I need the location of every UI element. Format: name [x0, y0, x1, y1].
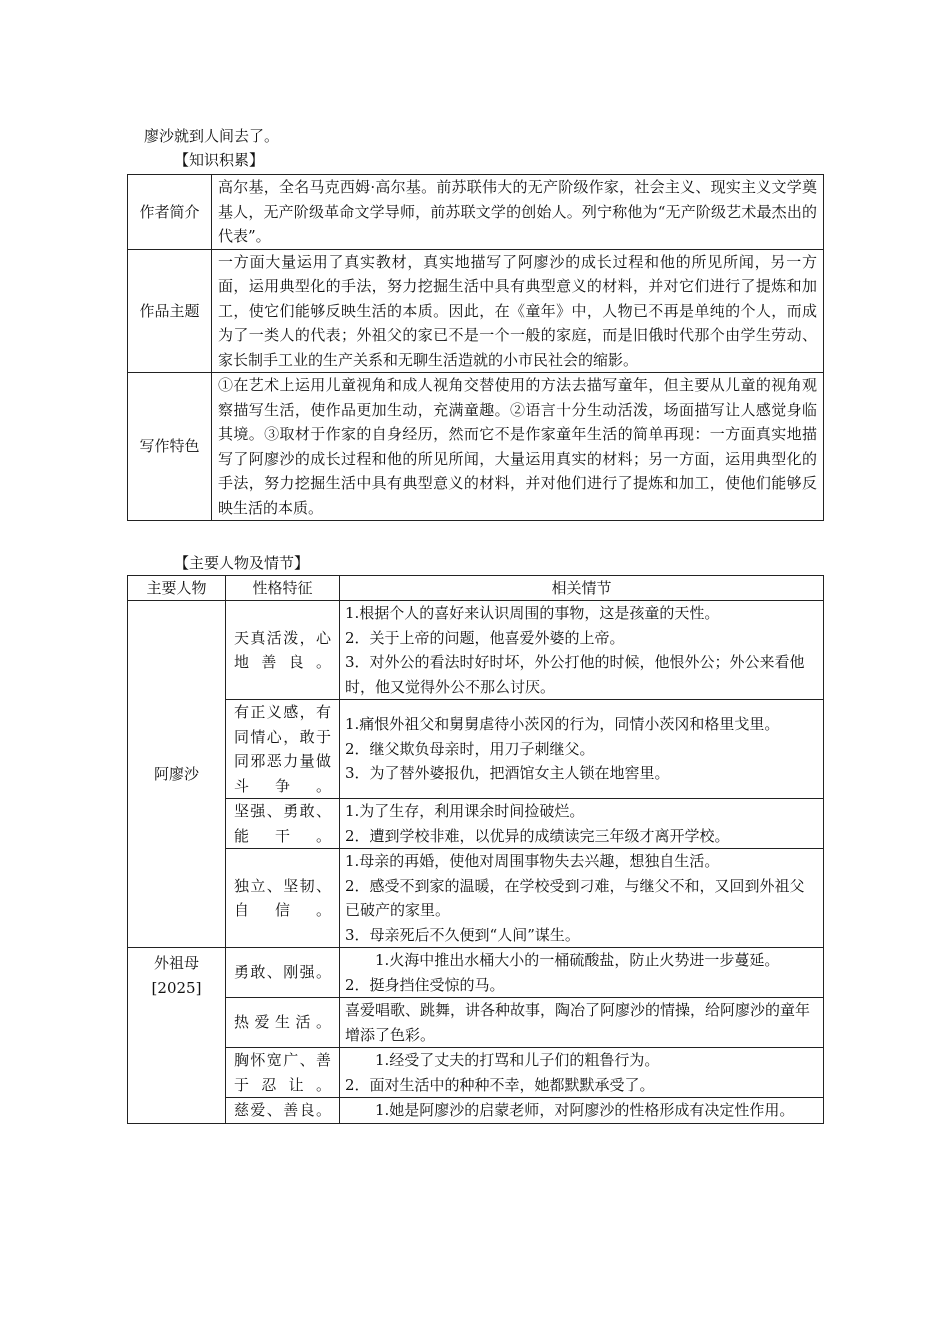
plot-line: 1.根据个人的喜好来认识周围的事物，这是孩童的天性。 [345, 604, 720, 622]
plot-line: 1.痛恨外祖父和舅舅虐待小茨冈的行为，同情小茨冈和格里戈里。 [345, 715, 780, 734]
plot-cell [340, 700, 824, 799]
table-row [128, 799, 824, 849]
character-note: [2025] [151, 978, 202, 997]
plot-line: 3．为了替外婆报仇，把酒馆女主人锁在地窖里。 [345, 764, 670, 783]
knowledge-heading: 【知识积累】 [174, 151, 265, 169]
plot-cell [340, 1098, 824, 1124]
plot-line: 2．面对生活中的种种不幸，她都默默承受了。 [345, 1075, 655, 1094]
plot-line: 2．遭到学校非难，以优异的成绩读完三年级才离开学校。 [345, 826, 730, 845]
header-plot: 相关情节 [340, 576, 824, 601]
header-trait: 性格特征 [226, 576, 340, 601]
plot-cell [340, 601, 824, 700]
character-name-alyosha [128, 601, 226, 948]
characters-heading: 【主要人物及情节】 [174, 554, 310, 572]
plot-line: 2．关于上帝的问题，他喜爱外婆的上帝。 [345, 628, 625, 647]
plot-line: 喜爱唱歌、跳舞，讲各种故事，陶冶了阿廖沙的情操，给阿廖沙的童年增添了色彩。 [345, 1001, 811, 1044]
knowledge-table [127, 174, 824, 521]
plot-line: 3．对外公的看法时好时坏，外公打他的时候，他恨外公；外公来看他时，他又觉得外公不那么讨厌。 [345, 653, 805, 696]
table-row [128, 849, 824, 948]
author-intro-content: 高尔基，全名马克西姆·高尔基。前苏联伟大的无产阶级作家，社会主义、现实主义文学奠基人，无产阶级革命文学导师，前苏联文学的创始人。列宁称他为“无产阶级艺术最杰出的代表”。 [212, 175, 824, 250]
table-header-row [128, 576, 824, 601]
theme-content: 一方面大量运用了真实教材，真实地描写了阿廖沙的成长过程和他的所见所闻，另一方面，运用典型化的手法，努力挖掘生活中具有典型意义的材料，并对它们进行了提炼和加工，使它们能够反映生活的本质。因此，在《童年》中，人物已不再是单纯的个人，而成为了一类人的代表；外祖父的家已不是一个一般的家庭，而是旧俄时代那个由学生劳动、家长制手工业的生产关系和无聊生活造就的小市民社会的缩影。 [212, 249, 824, 373]
plot-cell [340, 849, 824, 948]
characters-table [127, 575, 824, 1124]
trait-cell: 坚强、勇敢、能干。 [226, 799, 340, 849]
character-name-text: 阿廖沙 [153, 764, 199, 783]
trait-cell: 有正义感，有同情心，敢于同邪恶力量做斗争。 [226, 700, 340, 799]
writing-feature-label: 写作特色 [128, 373, 212, 521]
trait-cell: 天真活泼，心地善良。 [226, 601, 340, 700]
plot-cell [340, 799, 824, 849]
table-row [128, 175, 824, 250]
plot-line: 2．挺身挡住受惊的马。 [345, 975, 505, 994]
plot-cell [340, 1048, 824, 1098]
trait-cell: 胸怀宽广、善于忍让。 [226, 1048, 340, 1098]
header-name: 主要人物 [128, 576, 226, 601]
table-row [128, 373, 824, 521]
table-row [128, 948, 824, 998]
character-name-text: 外祖母 [153, 954, 199, 972]
plot-line: 2．感受不到家的温暖，在学校受到刁难，与继父不和，又回到外祖父已破产的家里。 [345, 876, 805, 919]
plot-line: 1.母亲的再婚，使他对周围事物失去兴趣，想独自生活。 [345, 852, 720, 870]
trait-cell: 勇敢、刚强。 [226, 948, 340, 998]
writing-feature-content: ①在艺术上运用儿童视角和成人视角交替使用的方法去描写童年，但主要从儿童的视角观察描写生活，使作品更加生动，充满童趣。②语言十分生动活泼，场面描写让人感觉身临其境。③取材于作家的自身经历，然而它不是作家童年生活的简单再现：一方面真实地描写了阿廖沙的成长过程和他的所见所闻，大量运用真实的材料；另一方面，运用典型化的手法，努力挖掘生活中具有典型意义的材料，并对他们进行了提炼和加工，使他们能够反映生活的本质。 [212, 373, 824, 521]
trait-cell: 热爱生活。 [226, 998, 340, 1048]
table-row [128, 1098, 824, 1124]
plot-line: 3．母亲死后不久便到“人间”谋生。 [345, 925, 580, 944]
plot-line: 1.她是阿廖沙的启蒙老师，对阿廖沙的性格形成有决定性作用。 [375, 1101, 795, 1119]
table-row [128, 700, 824, 799]
trait-cell: 独立、坚韧、自信。 [226, 849, 340, 948]
plot-line: 1.经受了丈夫的打骂和儿子们的粗鲁行为。 [375, 1051, 660, 1069]
plot-line: 2．继父欺负母亲时，用刀子刺继父。 [345, 739, 595, 758]
table-row [128, 601, 824, 700]
plot-line: 1.火海中推出水桶大小的一桶硫酸盐，防止火势进一步蔓延。 [375, 951, 780, 969]
plot-cell [340, 948, 824, 998]
theme-label: 作品主题 [128, 249, 212, 373]
author-intro-label: 作者简介 [128, 175, 212, 250]
intro-text: 廖沙就到人间去了。 [144, 127, 280, 145]
table-row [128, 1048, 824, 1098]
plot-line: 1.为了生存，利用课余时间捡破烂。 [345, 802, 585, 820]
character-name-grandmother [128, 948, 226, 1124]
table-row [128, 998, 824, 1048]
plot-cell [340, 998, 824, 1048]
table-row [128, 249, 824, 373]
trait-cell: 慈爱、善良。 [226, 1098, 340, 1124]
